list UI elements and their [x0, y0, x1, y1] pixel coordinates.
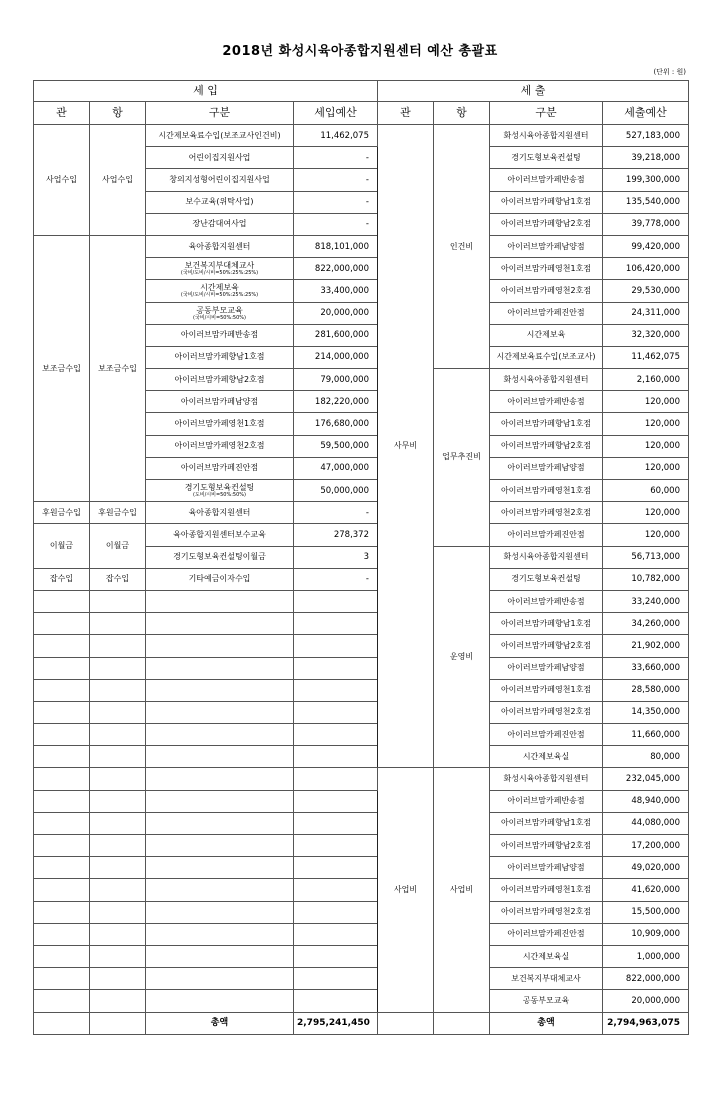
expense-hang-cell: 운영비: [434, 546, 490, 768]
table-row: [34, 590, 689, 612]
budget-table-body: [34, 81, 689, 1035]
expense-gubun-header: 구분: [490, 102, 603, 125]
income-amount-cell: [294, 901, 378, 923]
expense-gubun-cell: 아이러브맘카페반송점: [490, 790, 603, 812]
income-hang-cell: 보조금수입: [90, 235, 146, 501]
income-gubun-cell: [146, 590, 294, 612]
expense-gubun-cell: 화성시육아종합지원센터: [490, 125, 603, 147]
expense-gubun-cell: 아이러브맘카페영천2호점: [490, 901, 603, 923]
income-gubun-cell: [146, 901, 294, 923]
income-gwan-cell: 사업수입: [34, 125, 90, 236]
income-amount-cell: 214,000,000: [294, 346, 378, 368]
expense-amount-cell: 135,540,000: [603, 191, 689, 213]
income-item-ratio: (국비/시비=50%:50%): [192, 314, 246, 321]
expense-amount-cell: 15,500,000: [603, 901, 689, 923]
expense-gubun-cell: 경기도형보육컨설팅: [490, 147, 603, 169]
income-amount-cell: [294, 990, 378, 1012]
expense-gubun-cell: 화성시육아종합지원센터: [490, 369, 603, 391]
income-amount-cell: [294, 657, 378, 679]
expense-hang-header: 항: [434, 102, 490, 125]
table-row: [34, 968, 689, 990]
income-amount-cell: [294, 613, 378, 635]
expense-amount-cell: 49,020,000: [603, 857, 689, 879]
income-amount-cell: 20,000,000: [294, 302, 378, 324]
income-gubun-cell: 보수교육(위탁사업): [146, 191, 294, 213]
income-amount-cell: 176,680,000: [294, 413, 378, 435]
expense-amount-cell: 822,000,000: [603, 968, 689, 990]
expense-gubun-cell: 시간제보육실: [490, 945, 603, 967]
income-amount-cell: [294, 635, 378, 657]
income-hang-cell: [90, 945, 146, 967]
income-gubun-cell: [146, 812, 294, 834]
income-amount-cell: -: [294, 502, 378, 524]
income-gubun-cell: [146, 724, 294, 746]
budget-summary-table: [33, 80, 689, 1035]
income-amount-cell: 79,000,000: [294, 369, 378, 391]
income-hang-cell: [90, 746, 146, 768]
expense-gubun-cell: 아이러브맘카페영천2호점: [490, 701, 603, 723]
income-item-label: 공동부모교육: [196, 305, 243, 315]
expense-gubun-cell: 화성시육아종합지원센터: [490, 546, 603, 568]
table-row: [34, 746, 689, 768]
income-amount-cell: [294, 835, 378, 857]
income-amount-cell: [294, 945, 378, 967]
table-row: [34, 945, 689, 967]
income-gubun-cell: [146, 635, 294, 657]
expense-amount-cell: 24,311,000: [603, 302, 689, 324]
income-gwan-cell: [34, 990, 90, 1012]
income-hang-cell: [90, 679, 146, 701]
income-amount-cell: -: [294, 568, 378, 590]
empty-cell: [90, 1012, 146, 1034]
expense-amount-cell: 39,778,000: [603, 213, 689, 235]
income-gwan-cell: [34, 746, 90, 768]
income-hang-cell: [90, 701, 146, 723]
income-gubun-cell: [146, 258, 294, 280]
income-gwan-cell: [34, 701, 90, 723]
expense-gubun-cell: 아이러브맘카페향남2호점: [490, 835, 603, 857]
income-item-ratio: (국비/도비/시비=50%:25%:25%): [180, 270, 259, 277]
expense-gubun-cell: 아이러브맘카페향남1호점: [490, 613, 603, 635]
income-item-ratio: (도비/시비=50%:50%): [192, 492, 246, 499]
income-amount-cell: -: [294, 213, 378, 235]
income-hang-cell: [90, 968, 146, 990]
expense-amount-cell: 120,000: [603, 524, 689, 546]
expense-amount-cell: 44,080,000: [603, 812, 689, 834]
income-gubun-cell: 육아종합지원센터보수교육: [146, 524, 294, 546]
income-amount-cell: -: [294, 169, 378, 191]
income-amount-cell: 33,400,000: [294, 280, 378, 302]
expense-gubun-cell: 시간제보육: [490, 324, 603, 346]
income-hang-cell: [90, 768, 146, 790]
expense-gubun-cell: 아이러브맘카페향남1호점: [490, 191, 603, 213]
income-hang-cell: [90, 879, 146, 901]
table-row: [34, 835, 689, 857]
income-gubun-cell: [146, 879, 294, 901]
table-row: [34, 768, 689, 790]
income-gubun-cell: 아이러브맘카페영천2호점: [146, 435, 294, 457]
table-row: [34, 613, 689, 635]
income-gubun-cell: [146, 746, 294, 768]
income-amount-cell: [294, 746, 378, 768]
expense-gwan-header: 관: [378, 102, 434, 125]
expense-gubun-cell: 아이러브맘카페영천1호점: [490, 480, 603, 502]
income-gubun-cell: [146, 923, 294, 945]
income-hang-cell: [90, 657, 146, 679]
table-row: [34, 235, 689, 257]
expense-gubun-cell: 아이러브맘카페진안점: [490, 724, 603, 746]
expense-gubun-cell: 아이러브맘카페영천1호점: [490, 679, 603, 701]
income-gwan-cell: [34, 835, 90, 857]
income-amount-cell: [294, 879, 378, 901]
table-row: [34, 901, 689, 923]
expense-gubun-cell: 아이러브맘카페반송점: [490, 391, 603, 413]
income-gwan-cell: [34, 812, 90, 834]
income-gubun-cell: [146, 857, 294, 879]
income-gubun-cell: 아이러브맘카페향남2호점: [146, 369, 294, 391]
income-amount-cell: 822,000,000: [294, 258, 378, 280]
empty-cell: [434, 1012, 490, 1034]
column-header-row: [34, 102, 689, 125]
income-gubun-header: 구분: [146, 102, 294, 125]
income-gubun-cell: [146, 679, 294, 701]
income-amount-cell: 11,462,075: [294, 125, 378, 147]
income-gubun-cell: 육아종합지원센터: [146, 502, 294, 524]
income-amount-cell: 281,600,000: [294, 324, 378, 346]
empty-cell: [378, 1012, 434, 1034]
expense-amount-cell: 34,260,000: [603, 613, 689, 635]
income-hang-header: 항: [90, 102, 146, 125]
expense-amount-cell: 199,300,000: [603, 169, 689, 191]
table-row: [34, 524, 689, 546]
table-row: [34, 879, 689, 901]
income-item-label: 보건복지부대체교사: [184, 261, 255, 271]
expense-amount-cell: 80,000: [603, 746, 689, 768]
expense-gubun-cell: 시간제보육실: [490, 746, 603, 768]
expense-gubun-cell: 아이러브맘카페향남2호점: [490, 213, 603, 235]
table-row: [34, 701, 689, 723]
section-header-row: [34, 81, 689, 102]
income-amount-cell: [294, 812, 378, 834]
expense-gubun-cell: 아이러브맘카페향남2호점: [490, 635, 603, 657]
expense-gubun-cell: 아이러브맘카페진안점: [490, 302, 603, 324]
income-gwan-cell: [34, 590, 90, 612]
unit-note: (단위 : 원): [653, 68, 686, 76]
income-gwan-cell: [34, 901, 90, 923]
expense-gubun-cell: 시간제보육료수입(보조교사): [490, 346, 603, 368]
expense-gubun-cell: 아이러브맘카페반송점: [490, 169, 603, 191]
expense-amount-cell: 1,000,000: [603, 945, 689, 967]
expense-gubun-cell: 아이러브맘카페영천1호점: [490, 258, 603, 280]
income-budget-header: 세입예산: [294, 102, 378, 125]
income-hang-cell: 이월금: [90, 524, 146, 568]
income-gubun-cell: [146, 990, 294, 1012]
total-row: [34, 1012, 689, 1034]
table-row: [34, 125, 689, 147]
expense-amount-cell: 2,160,000: [603, 369, 689, 391]
expense-amount-cell: 33,660,000: [603, 657, 689, 679]
table-row: [34, 812, 689, 834]
income-gubun-cell: 경기도형보육컨설팅이월금: [146, 546, 294, 568]
expense-amount-cell: 39,218,000: [603, 147, 689, 169]
expense-gwan-cell: 사업비: [378, 768, 434, 1012]
income-amount-cell: 59,500,000: [294, 435, 378, 457]
income-amount-cell: 47,000,000: [294, 457, 378, 479]
table-row: [34, 790, 689, 812]
expense-amount-cell: 28,580,000: [603, 679, 689, 701]
expense-hang-cell: 인건비: [434, 125, 490, 369]
expense-gubun-cell: 아이러브맘카페진안점: [490, 524, 603, 546]
expense-amount-cell: 32,320,000: [603, 324, 689, 346]
expense-hang-cell: 업무추진비: [434, 369, 490, 547]
table-row: [34, 990, 689, 1012]
income-amount-cell: [294, 857, 378, 879]
expense-amount-cell: 48,940,000: [603, 790, 689, 812]
income-amount-cell: -: [294, 191, 378, 213]
expense-total-amount: 2,794,963,075: [603, 1012, 689, 1034]
income-amount-cell: [294, 923, 378, 945]
expense-total-label: 총액: [490, 1012, 603, 1034]
expense-gubun-cell: 아이러브맘카페영천2호점: [490, 502, 603, 524]
income-hang-cell: [90, 857, 146, 879]
income-gwan-cell: [34, 635, 90, 657]
income-hang-cell: [90, 724, 146, 746]
expense-amount-cell: 17,200,000: [603, 835, 689, 857]
income-item-ratio: (국비/도비/시비=50%:25%:25%): [180, 292, 259, 299]
expense-amount-cell: 232,045,000: [603, 768, 689, 790]
table-row: [34, 657, 689, 679]
expense-amount-cell: 56,713,000: [603, 546, 689, 568]
expense-gubun-cell: 아이러브맘카페남양점: [490, 235, 603, 257]
income-amount-cell: [294, 679, 378, 701]
expense-gubun-cell: 보건복지부대체교사: [490, 968, 603, 990]
expense-amount-cell: 120,000: [603, 457, 689, 479]
income-gwan-cell: 후원금수입: [34, 502, 90, 524]
income-amount-cell: [294, 968, 378, 990]
expense-amount-cell: 41,620,000: [603, 879, 689, 901]
income-gwan-cell: [34, 679, 90, 701]
expense-gubun-cell: 아이러브맘카페향남2호점: [490, 435, 603, 457]
income-gubun-cell: 아이러브맘카페진안점: [146, 457, 294, 479]
expense-gubun-cell: 아이러브맘카페향남1호점: [490, 812, 603, 834]
income-hang-cell: [90, 835, 146, 857]
income-gubun-cell: 육아종합지원센터: [146, 235, 294, 257]
income-gwan-cell: [34, 923, 90, 945]
income-gwan-cell: [34, 768, 90, 790]
document-title: 2018년 화성시육아종합지원센터 예산 총괄표: [222, 44, 498, 59]
income-item-label: 시간제보육: [200, 283, 239, 293]
income-amount-cell: -: [294, 147, 378, 169]
income-gwan-cell: [34, 945, 90, 967]
income-gubun-cell: [146, 768, 294, 790]
income-amount-cell: [294, 768, 378, 790]
income-gwan-cell: [34, 857, 90, 879]
expense-amount-cell: 20,000,000: [603, 990, 689, 1012]
income-gubun-cell: 아이러브맘카페반송점: [146, 324, 294, 346]
expense-gwan-cell: 사무비: [378, 125, 434, 768]
income-hang-cell: [90, 901, 146, 923]
income-amount-cell: [294, 590, 378, 612]
expense-gubun-cell: 아이러브맘카페반송점: [490, 590, 603, 612]
expense-gubun-cell: 경기도형보육컨설팅: [490, 568, 603, 590]
expense-gubun-cell: 공동부모교육: [490, 990, 603, 1012]
income-hang-cell: [90, 613, 146, 635]
income-gwan-cell: [34, 657, 90, 679]
expense-hang-cell: 사업비: [434, 768, 490, 1012]
income-gubun-cell: 아이러브맘카페남양점: [146, 391, 294, 413]
expense-amount-cell: 120,000: [603, 502, 689, 524]
table-row: [34, 679, 689, 701]
income-hang-cell: [90, 635, 146, 657]
income-gubun-cell: [146, 302, 294, 324]
expense-amount-cell: 99,420,000: [603, 235, 689, 257]
expense-amount-cell: 120,000: [603, 391, 689, 413]
empty-cell: [34, 1012, 90, 1034]
expense-amount-cell: 14,350,000: [603, 701, 689, 723]
income-gubun-cell: 시간제보육료수입(보조교사인건비): [146, 125, 294, 147]
income-gwan-cell: [34, 724, 90, 746]
income-gwan-cell: 잡수입: [34, 568, 90, 590]
expense-gubun-cell: 화성시육아종합지원센터: [490, 768, 603, 790]
income-gubun-cell: [146, 835, 294, 857]
expense-gubun-cell: 아이러브맘카페진안점: [490, 923, 603, 945]
income-gwan-cell: [34, 879, 90, 901]
income-gwan-cell: 보조금수입: [34, 235, 90, 501]
table-row: [34, 923, 689, 945]
expense-amount-cell: 106,420,000: [603, 258, 689, 280]
income-gwan-cell: 이월금: [34, 524, 90, 568]
expense-gubun-cell: 아이러브맘카페영천1호점: [490, 879, 603, 901]
income-hang-cell: [90, 923, 146, 945]
income-amount-cell: 182,220,000: [294, 391, 378, 413]
income-gubun-cell: [146, 790, 294, 812]
income-gubun-cell: 어린이집지원사업: [146, 147, 294, 169]
income-gubun-cell: 아이러브맘카페영천1호점: [146, 413, 294, 435]
income-item-label: 경기도형보육컨설팅: [184, 483, 255, 493]
expense-amount-cell: 120,000: [603, 435, 689, 457]
expense-budget-header: 세출예산: [603, 102, 689, 125]
income-gubun-cell: 아이러브맘카페향남1호점: [146, 346, 294, 368]
expense-gubun-cell: 아이러브맘카페남양점: [490, 457, 603, 479]
income-amount-cell: 3: [294, 546, 378, 568]
expense-amount-cell: 527,183,000: [603, 125, 689, 147]
income-total-amount: 2,795,241,450: [294, 1012, 378, 1034]
expense-amount-cell: 29,530,000: [603, 280, 689, 302]
expense-gubun-cell: 아이러브맘카페향남1호점: [490, 413, 603, 435]
income-gubun-cell: 장난감대여사업: [146, 213, 294, 235]
income-amount-cell: 278,372: [294, 524, 378, 546]
income-total-label: 총액: [146, 1012, 294, 1034]
income-hang-cell: [90, 790, 146, 812]
income-gwan-cell: [34, 790, 90, 812]
expense-amount-cell: 120,000: [603, 413, 689, 435]
income-hang-cell: 잡수입: [90, 568, 146, 590]
expense-gubun-cell: 아이러브맘카페영천2호점: [490, 280, 603, 302]
table-row: [34, 568, 689, 590]
expense-gubun-cell: 아이러브맘카페남양점: [490, 657, 603, 679]
table-row: [34, 635, 689, 657]
income-amount-cell: [294, 790, 378, 812]
income-section-header: 세 입: [34, 81, 378, 102]
income-hang-cell: 사업수입: [90, 125, 146, 236]
income-gubun-cell: [146, 657, 294, 679]
income-gwan-header: 관: [34, 102, 90, 125]
income-gubun-cell: [146, 280, 294, 302]
income-hang-cell: [90, 590, 146, 612]
income-gubun-cell: [146, 968, 294, 990]
income-gubun-cell: 기타예금이자수입: [146, 568, 294, 590]
income-gubun-cell: [146, 480, 294, 502]
income-amount-cell: [294, 701, 378, 723]
income-gubun-cell: 창의지성형어린이집지원사업: [146, 169, 294, 191]
expense-gubun-cell: 아이러브맘카페남양점: [490, 857, 603, 879]
income-amount-cell: 818,101,000: [294, 235, 378, 257]
expense-amount-cell: 11,660,000: [603, 724, 689, 746]
table-row: [34, 724, 689, 746]
expense-amount-cell: 11,462,075: [603, 346, 689, 368]
income-hang-cell: [90, 812, 146, 834]
table-row: [34, 857, 689, 879]
income-gubun-cell: [146, 701, 294, 723]
income-hang-cell: [90, 990, 146, 1012]
expense-amount-cell: 10,782,000: [603, 568, 689, 590]
expense-amount-cell: 21,902,000: [603, 635, 689, 657]
table-row: [34, 502, 689, 524]
expense-amount-cell: 33,240,000: [603, 590, 689, 612]
income-hang-cell: 후원금수입: [90, 502, 146, 524]
income-amount-cell: [294, 724, 378, 746]
expense-amount-cell: 60,000: [603, 480, 689, 502]
expense-section-header: 세 출: [378, 81, 689, 102]
expense-amount-cell: 10,909,000: [603, 923, 689, 945]
income-gubun-cell: [146, 613, 294, 635]
income-gwan-cell: [34, 613, 90, 635]
income-amount-cell: 50,000,000: [294, 480, 378, 502]
income-gubun-cell: [146, 945, 294, 967]
income-gwan-cell: [34, 968, 90, 990]
